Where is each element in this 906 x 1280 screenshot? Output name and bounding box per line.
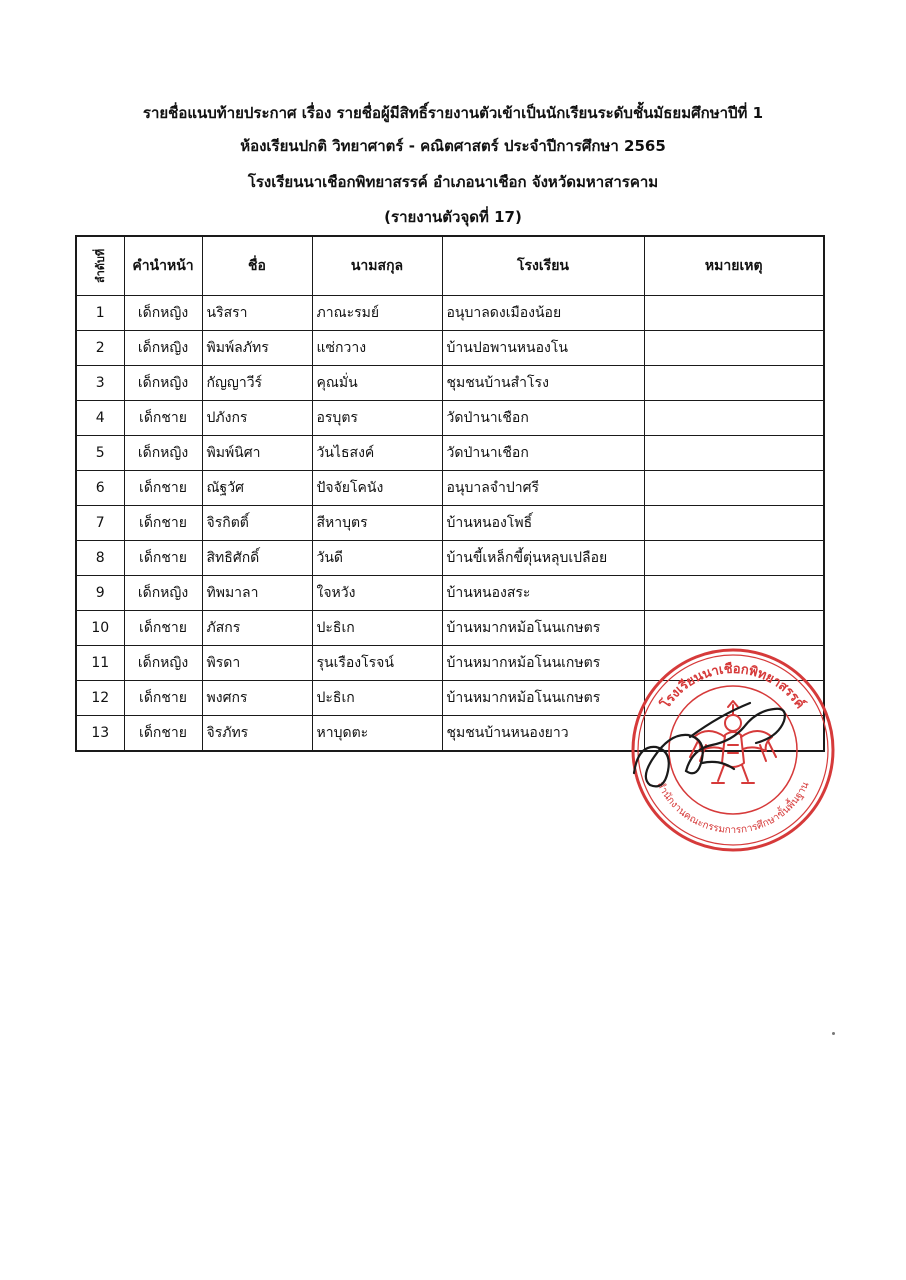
cell-prefix: เด็กชาย [124,506,202,541]
cell-last-name: แซ่กวาง [312,331,442,366]
table-row [76,576,824,611]
cell-last-name: อรบุตร [312,401,442,436]
cell-first-name: จิรภัทร [202,716,312,752]
cell-last-name: ปะธิเก [312,681,442,716]
cell-number: 10 [76,611,124,646]
cell-number: 13 [76,716,124,752]
table-row [76,471,824,506]
table-row [76,366,824,401]
cell-number: 8 [76,541,124,576]
table-row [76,331,824,366]
cell-number: 9 [76,576,124,611]
school-location-line: โรงเรียนนาเชือกพิทยาสรรค์ อำเภอนาเชือก จังหวัดมหาสารคาม [247,173,659,191]
cell-note [644,576,824,611]
cell-school: อนุบาลจำปาศรี [442,471,644,506]
column-header-prefix: คำนำหน้า [124,236,202,296]
cell-first-name: พิมพ์นิศา [202,436,312,471]
cell-prefix: เด็กชาย [124,611,202,646]
cell-prefix: เด็กชาย [124,401,202,436]
cell-last-name: วันไธสงค์ [312,436,442,471]
cell-note [644,366,824,401]
cell-school: บ้านหมากหม้อโนนเกษตร [442,611,644,646]
cell-number: 12 [76,681,124,716]
cell-number: 3 [76,366,124,401]
signature-icon [634,703,785,786]
cell-school: วัดป่านาเชือก [442,401,644,436]
cell-prefix: เด็กหญิง [124,646,202,681]
cell-last-name: สีหาบุตร [312,506,442,541]
cell-first-name: พงศกร [202,681,312,716]
cell-last-name: ปัจจัยโคนัง [312,471,442,506]
cell-school: บ้านปอพานหนองโน [442,331,644,366]
cell-prefix: เด็กหญิง [124,296,202,331]
cell-last-name: ใจหวัง [312,576,442,611]
cell-note [644,506,824,541]
cell-prefix: เด็กชาย [124,541,202,576]
table-row [76,506,824,541]
cell-first-name: กัญญาวีร์ [202,366,312,401]
table-row [76,611,824,646]
cell-school: ชุมชนบ้านสำโรง [442,366,644,401]
cell-school: วัดป่านาเชือก [442,436,644,471]
cell-number: 6 [76,471,124,506]
seal-text-top: โรงเรียนนาเชือกพิทยาสรรค์ [658,661,808,712]
announcement-title: รายชื่อแนบท้ายประกาศ เรื่อง รายชื่อผู้มีสิทธิ์รายงานตัวเข้าเป็นนักเรียนระดับชั้นมัธยมศึกษาปีที่ 1 [142,104,764,122]
cell-first-name: ภัสกร [202,611,312,646]
cell-number: 7 [76,506,124,541]
cell-first-name: พิรดา [202,646,312,681]
cell-first-name: ณัฐวัศ [202,471,312,506]
cell-last-name: รุนเรืองโรจน์ [312,646,442,681]
cell-first-name: ปภังกร [202,401,312,436]
cell-first-name: จิรกิตติ์ [202,506,312,541]
cell-note [644,611,824,646]
cell-last-name: หาบุดตะ [312,716,442,752]
cell-number: 1 [76,296,124,331]
column-header-school: โรงเรียน [442,236,644,296]
cell-first-name: พิมพ์ลภัทร [202,331,312,366]
cell-last-name: ภาณะรมย์ [312,296,442,331]
column-header-first-name: ชื่อ [202,236,312,296]
cell-note [644,331,824,366]
cell-prefix: เด็กชาย [124,681,202,716]
table-row [76,541,824,576]
cell-prefix: เด็กชาย [124,471,202,506]
cell-school: บ้านหนองโพธิ์ [442,506,644,541]
cell-number: 4 [76,401,124,436]
cell-school: ชุมชนบ้านหนองยาว [442,716,644,752]
report-point-line: (รายงานตัวจุดที่ 17) [384,208,522,226]
cell-school: บ้านหมากหม้อโนนเกษตร [442,681,644,716]
cell-prefix: เด็กหญิง [124,331,202,366]
cell-school: บ้านหมากหม้อโนนเกษตร [442,646,644,681]
cell-first-name: ทิพมาลา [202,576,312,611]
cell-last-name: คุณมั่น [312,366,442,401]
table-row [76,296,824,331]
cell-number: 11 [76,646,124,681]
cell-last-name: วันดี [312,541,442,576]
cell-number: 2 [76,331,124,366]
column-header-last-name: นามสกุล [312,236,442,296]
table-header-row [76,236,824,296]
cell-school: บ้านขี้เหล็กขี้ตุ่นหลุบเปลือย [442,541,644,576]
table-row [76,436,824,471]
cell-note [644,296,824,331]
school-seal-stamp [628,645,838,855]
program-subtitle: ห้องเรียนปกติ วิทยาศาตร์ - คณิตศาสตร์ ประจำปีการศึกษา 2565 [240,137,666,155]
column-header-note: หมายเหตุ [644,236,824,296]
cell-prefix: เด็กหญิง [124,436,202,471]
cell-first-name: นริสรา [202,296,312,331]
garuda-emblem-icon [690,701,776,783]
table-row [76,401,824,436]
cell-last-name: ปะธิเก [312,611,442,646]
cell-school: บ้านหนองสระ [442,576,644,611]
cell-note [644,471,824,506]
cell-prefix: เด็กหญิง [124,576,202,611]
cell-prefix: เด็กชาย [124,716,202,752]
column-header-number: ลำดับที่ [76,236,124,296]
cell-number: 5 [76,436,124,471]
cell-note [644,401,824,436]
scan-speck [832,1032,835,1035]
cell-prefix: เด็กหญิง [124,366,202,401]
cell-school: อนุบาลดงเมืองน้อย [442,296,644,331]
cell-first-name: สิทธิศักดิ์ [202,541,312,576]
cell-note [644,541,824,576]
seal-text-bottom: สำนักงานคณะกรรมการการศึกษาขั้นพื้นฐาน [654,780,812,837]
cell-note [644,436,824,471]
